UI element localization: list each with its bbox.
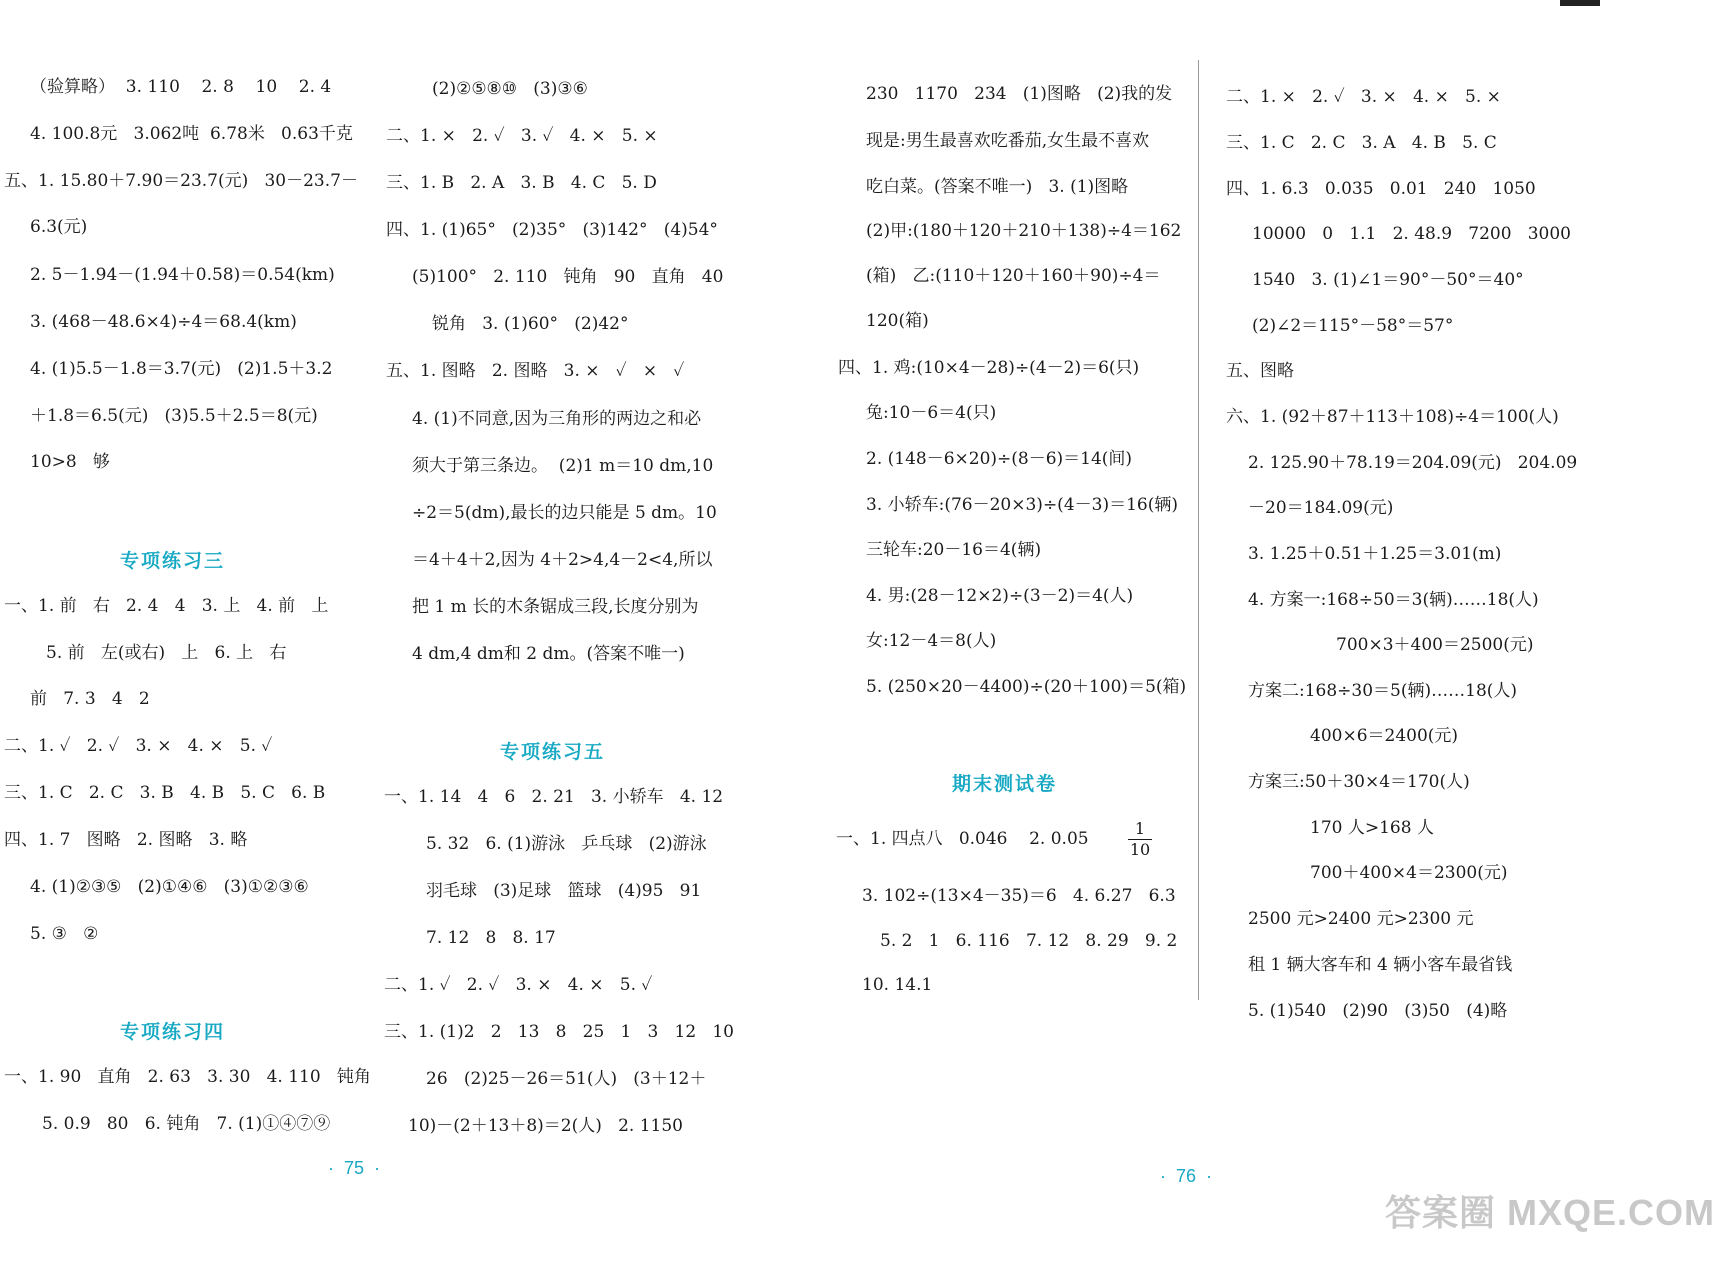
answer-line: 二、1. ✓ 2. ✓ 3. × 4. × 5. ✓ bbox=[4, 736, 273, 756]
corner-mark bbox=[1560, 0, 1600, 6]
answer-line: 三、1. (1)2 2 13 8 25 1 3 12 10 bbox=[384, 1022, 735, 1042]
answer-line: 120(箱) bbox=[866, 311, 929, 331]
answer-line: 女:12－4＝8(人) bbox=[866, 631, 997, 651]
answer-line: 四、1. 7 图略 2. 图略 3. 略 bbox=[4, 830, 248, 850]
answer-line: 3. 102÷(13×4－35)＝6 4. 6.27 6.3 bbox=[862, 886, 1176, 906]
answer-line: 10>8 够 bbox=[30, 452, 110, 472]
answer-line: 1540 3. (1)∠1＝90°－50°＝40° bbox=[1252, 270, 1524, 290]
answer-line: 五、1. 图略 2. 图略 3. × ✓ × ✓ bbox=[386, 361, 685, 381]
answer-line: 700＋400×4＝2300(元) bbox=[1310, 863, 1508, 883]
answer-line: ＝4＋4＋2,因为 4＋2>4,4－2<4,所以 bbox=[412, 550, 713, 570]
answer-line: 锐角 3. (1)60° (2)42° bbox=[432, 314, 629, 334]
answer-line: 5. (250×20－4400)÷(20＋100)＝5(箱) bbox=[866, 677, 1187, 697]
answer-line: 二、1. × 2. ✓ 3. × 4. × 5. × bbox=[1226, 87, 1501, 107]
answer-line: 170 人>168 人 bbox=[1310, 818, 1434, 838]
answer-line: 700×3＋400＝2500(元) bbox=[1336, 635, 1534, 655]
answer-line: 四、1. 鸡:(10×4－28)÷(4－2)＝6(只) bbox=[838, 358, 1140, 378]
answer-line: 五、图略 bbox=[1226, 361, 1294, 381]
answer-line: 二、1. × 2. ✓ 3. ✓ 4. × 5. × bbox=[386, 126, 658, 146]
answer-line: ÷2＝5(dm),最长的边只能是 5 dm。10 bbox=[412, 503, 717, 523]
answer-line: 7. 12 8 8. 17 bbox=[426, 928, 556, 948]
section-heading: 专项练习三 bbox=[120, 550, 226, 572]
answer-line: 四、1. (1)65° (2)35° (3)142° (4)54° bbox=[386, 220, 718, 240]
answer-line: 把 1 m 长的木条锯成三段,长度分别为 bbox=[412, 597, 699, 617]
answer-line: 一、1. 前 右 2. 4 4 3. 上 4. 前 上 bbox=[4, 596, 329, 616]
answer-line: 一、1. 四点八 0.046 2. 0.05 bbox=[836, 829, 1089, 849]
answer-line: 26 (2)25－26＝51(人) (3＋12＋ bbox=[426, 1069, 707, 1089]
answer-line: (箱) 乙:(110＋120＋160＋90)÷4＝ bbox=[866, 266, 1161, 286]
answer-line: 230 1170 234 (1)图略 (2)我的发 bbox=[866, 84, 1173, 104]
section-heading: 期末测试卷 bbox=[952, 773, 1058, 795]
answer-line: 3. 小轿车:(76－20×3)÷(4－3)＝16(辆) bbox=[866, 495, 1178, 515]
answer-line: 羽毛球 (3)足球 篮球 (4)95 91 bbox=[426, 881, 702, 901]
answer-line: (2)甲:(180＋120＋210＋138)÷4＝162 bbox=[866, 221, 1182, 241]
answer-line: 6.3(元) bbox=[30, 217, 88, 237]
answer-line: 兔:10－6＝4(只) bbox=[866, 403, 997, 423]
answer-line: 10000 0 1.1 2. 48.9 7200 3000 bbox=[1252, 224, 1571, 244]
fraction bbox=[1128, 820, 1152, 859]
answer-line: 方案二:168÷30＝5(辆)……18(人) bbox=[1248, 681, 1518, 701]
answer-line: 三、1. B 2. A 3. B 4. C 5. D bbox=[386, 173, 657, 193]
answer-line: 三轮车:20－16＝4(辆) bbox=[866, 540, 1042, 560]
answer-line: 4. 男:(28－12×2)÷(3－2)＝4(人) bbox=[866, 586, 1134, 606]
section-heading: 专项练习四 bbox=[120, 1021, 226, 1043]
answer-line: 前 7. 3 4 2 bbox=[30, 689, 150, 709]
page-number: · 76 · bbox=[1160, 1166, 1213, 1186]
answer-line: 三、1. C 2. C 3. B 4. B 5. C 6. B bbox=[4, 783, 326, 803]
answer-line: 400×6＝2400(元) bbox=[1310, 726, 1459, 746]
answer-line: 4. 100.8元 3.062吨 6.78米 0.63千克 bbox=[30, 124, 353, 144]
answer-line: 3. (468－48.6×4)÷4＝68.4(km) bbox=[30, 312, 297, 332]
answer-line: 方案三:50＋30×4＝170(人) bbox=[1248, 772, 1470, 792]
answer-line: 5. ③ ② bbox=[30, 924, 99, 944]
answer-line: 六、1. (92＋87＋113＋108)÷4＝100(人) bbox=[1226, 407, 1559, 427]
answer-line: 一、1. 14 4 6 2. 21 3. 小轿车 4. 12 bbox=[384, 787, 724, 807]
answer-line: 三、1. C 2. C 3. A 4. B 5. C bbox=[1226, 133, 1497, 153]
answer-line: (5)100° 2. 110 钝角 90 直角 40 bbox=[412, 267, 724, 287]
answer-line: －20＝184.09(元) bbox=[1248, 498, 1394, 518]
answer-line: 4. (1)②③⑤ (2)①④⑥ (3)①②③⑥ bbox=[30, 877, 309, 897]
watermark-logo: 答案圈 MXQE.COM bbox=[1385, 1192, 1715, 1233]
answer-line: 现是:男生最喜欢吃番茄,女生最不喜欢 bbox=[866, 131, 1150, 151]
answer-line: 3. 1.25＋0.51＋1.25＝3.01(m) bbox=[1248, 544, 1502, 564]
answer-line: (2)②⑤⑧⑩ (3)③⑥ bbox=[432, 79, 588, 99]
answer-line: 租 1 辆大客车和 4 辆小客车最省钱 bbox=[1248, 955, 1513, 975]
page-number: · 75 · bbox=[328, 1158, 381, 1178]
answer-line: 4 dm,4 dm和 2 dm。(答案不唯一) bbox=[412, 644, 685, 664]
answer-line: 5. (1)540 (2)90 (3)50 (4)略 bbox=[1248, 1001, 1508, 1021]
answer-line: 四、1. 6.3 0.035 0.01 240 1050 bbox=[1226, 179, 1536, 199]
answer-line: 5. 2 1 6. 116 7. 12 8. 29 9. 2 bbox=[880, 931, 1178, 951]
answer-line: 2500 元>2400 元>2300 元 bbox=[1248, 909, 1474, 929]
column-divider bbox=[1198, 60, 1199, 1000]
answer-line: ＋1.8＝6.5(元) (3)5.5＋2.5＝8(元) bbox=[30, 406, 318, 426]
answer-line: （验算略） 3. 110 2. 8 10 2. 4 bbox=[30, 77, 332, 97]
answer-line: 10. 14.1 bbox=[862, 975, 933, 995]
fraction-denominator: 10 bbox=[1129, 840, 1151, 859]
answer-line: 4. (1)5.5－1.8＝3.7(元) (2)1.5＋3.2 bbox=[30, 359, 333, 379]
answer-line: 吃白菜。(答案不唯一) 3. (1)图略 bbox=[866, 177, 1129, 197]
answer-line: 5. 前 左(或右) 上 6. 上 右 bbox=[46, 643, 287, 663]
answer-line: 5. 32 6. (1)游泳 乒乓球 (2)游泳 bbox=[426, 834, 707, 854]
answer-line: 5. 0.9 80 6. 钝角 7. (1)①④⑦⑨ bbox=[42, 1114, 331, 1134]
answer-line: 4. 方案一:168÷50＝3(辆)……18(人) bbox=[1248, 590, 1539, 610]
answer-line: 2. 5－1.94－(1.94＋0.58)＝0.54(km) bbox=[30, 265, 335, 285]
answer-line: 一、1. 90 直角 2. 63 3. 30 4. 110 钝角 bbox=[4, 1067, 371, 1087]
answer-line: 2. 125.90＋78.19＝204.09(元) 204.09 bbox=[1248, 453, 1578, 473]
fraction-numerator: 1 bbox=[1134, 819, 1146, 838]
section-heading: 专项练习五 bbox=[500, 741, 606, 763]
answer-line: 须大于第三条边。 (2)1 m＝10 dm,10 bbox=[412, 456, 714, 476]
answer-line: 五、1. 15.80＋7.90＝23.7(元) 30－23.7－ bbox=[4, 171, 358, 191]
answer-line: (2)∠2＝115°－58°＝57° bbox=[1252, 316, 1454, 336]
answer-line: 二、1. ✓ 2. ✓ 3. × 4. × 5. ✓ bbox=[384, 975, 653, 995]
answer-line: 10)－(2＋13＋8)＝2(人) 2. 1150 bbox=[408, 1116, 683, 1136]
answer-line: 4. (1)不同意,因为三角形的两边之和必 bbox=[412, 409, 702, 429]
answer-line: 2. (148－6×20)÷(8－6)＝14(间) bbox=[866, 449, 1133, 469]
